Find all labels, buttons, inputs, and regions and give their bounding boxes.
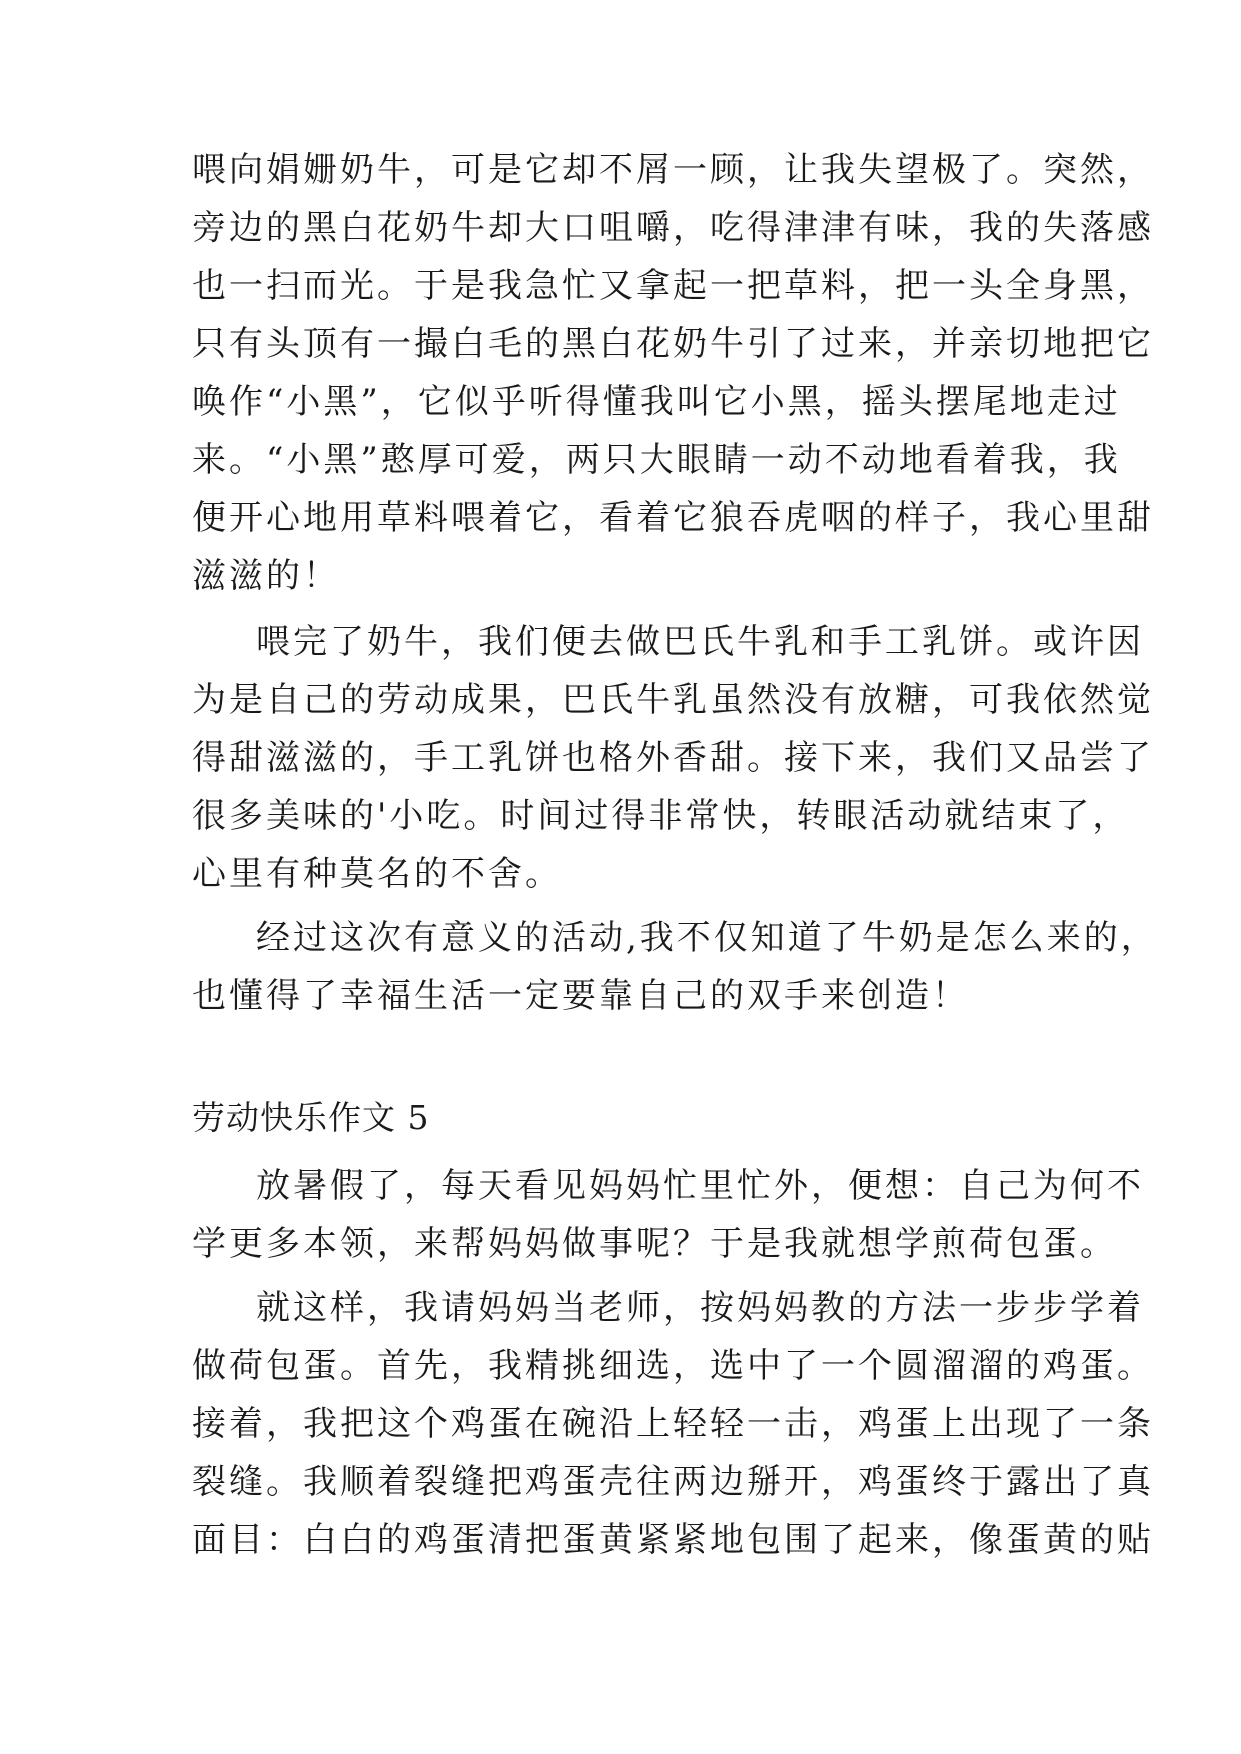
text-line: 放暑假了，每天看见妈妈忙里忙外，便想：自己为何不	[256, 1166, 1144, 1206]
text-line: 做荷包蛋。首先，我精挑细选，选中了一个圆溜溜的鸡蛋。	[192, 1346, 1154, 1386]
text-line: 就这样，我请妈妈当老师，按妈妈教的方法一步步学着	[256, 1288, 1144, 1328]
text-line: 也懂得了幸福生活一定要靠自己的双手来创造！	[192, 976, 969, 1016]
text-line: 也一扫而光。于是我急忙又拿起一把草料，把一头全身黑，	[192, 266, 1154, 306]
text-line: 得甜滋滋的，手工乳饼也格外香甜。接下来，我们又品尝了	[192, 738, 1154, 778]
text-line: 只有头顶有一撮白毛的黑白花奶牛引了过来，并亲切地把它	[192, 324, 1154, 364]
text-line: 为是自己的劳动成果，巴氏牛乳虽然没有放糖，可我依然觉	[192, 680, 1154, 720]
text-line: 便开心地用草料喂着它，看着它狼吞虎咽的样子，我心里甜	[192, 498, 1154, 538]
text-line: 喂完了奶牛，我们便去做巴氏牛乳和手工乳饼。或许因	[256, 622, 1144, 662]
text-line: 喂向娟姗奶牛，可是它却不屑一顾，让我失望极了。突然，	[192, 150, 1154, 190]
text-line: 接着，我把这个鸡蛋在碗沿上轻轻一击，鸡蛋上出现了一条	[192, 1404, 1154, 1444]
text-line: 唤作“小黑”，它似乎听得懂我叫它小黑，摇头摆尾地走过	[192, 382, 1121, 422]
section-heading: 劳动快乐作文 5	[192, 1098, 430, 1137]
text-line: 来。“小黑”憨厚可爱，两只大眼睛一动不动地看着我，我	[192, 440, 1121, 480]
text-line: 经过这次有意义的活动,我不仅知道了牛奶是怎么来的，	[256, 918, 1158, 958]
text-line: 面目：白白的鸡蛋清把蛋黄紧紧地包围了起来，像蛋黄的贴	[192, 1520, 1154, 1560]
text-line: 旁边的黑白花奶牛却大口咀嚼，吃得津津有味，我的失落感	[192, 208, 1154, 248]
text-line: 心里有种莫名的不舍。	[192, 854, 562, 894]
text-line: 裂缝。我顺着裂缝把鸡蛋壳往两边掰开，鸡蛋终于露出了真	[192, 1462, 1154, 1502]
text-line: 滋滋的！	[192, 556, 340, 596]
text-line: 学更多本领，来帮妈妈做事呢？于是我就想学煎荷包蛋。	[192, 1224, 1117, 1264]
text-line: 很多美味的'小吃。时间过得非常快，转眼活动就结束了，	[192, 796, 1130, 836]
